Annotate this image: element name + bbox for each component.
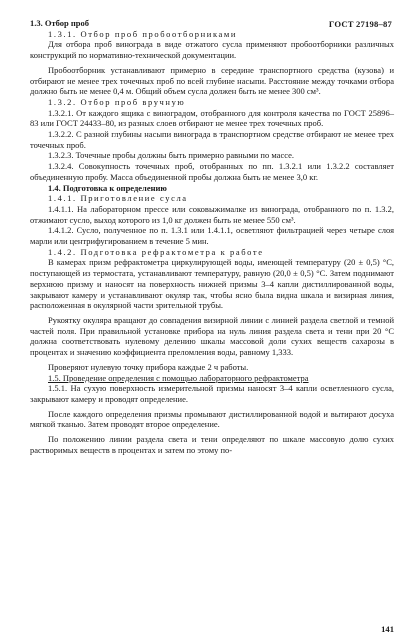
- paragraph: 1.3.2. Отбор проб вручную: [48, 96, 186, 107]
- paragraph: 1.4.1. Приготовление сусла: [48, 193, 188, 204]
- paragraph: 1.3.2.4. Совокупность точечных проб, отобранных по пп. 1.3.2.1 или 1.3.2.2 составляет объединенную пробу. Масса объединенной пробы должна быть не менее 3,0 кг.: [30, 161, 394, 182]
- standard-number: ГОСТ 27198–87: [328, 19, 392, 29]
- paragraph: Рукоятку окуляра вращают до совпадения визирной линии с линией раздела светлой и темной частей поля. При правильной установке прибора на нуль линия раздела света и тени при 20 °C должна соответствовать нулевому делению шкалы массовой доли сухих веществ сахарозы в процентах и значению коэффициента преломления воды, равному 1,333.: [30, 314, 394, 358]
- paragraph: 1.3.1. Отбор проб пробоотборниками: [48, 28, 238, 39]
- paragraph: По положению линии раздела света и тени определяют по шкале массовую долю сухих растворимых веществ в процентах и затем по этому по-: [30, 434, 394, 455]
- paragraph: Для отбора проб винограда в виде отжатого сусла применяют пробоотборники различных конструкций по нормативно-технической документации.: [30, 39, 394, 61]
- paragraph: 1.3.2.3. Точечные пробы должны быть примерно равными по массе.: [48, 150, 294, 161]
- paragraph: 1.4.1.2. Сусло, полученное по п. 1.3.1 или 1.4.1.1, осветляют фильтрацией через четыре слоя марли или центрифугированием в течение 5 мин.: [30, 225, 394, 247]
- paragraph: Проверяют нулевую точку прибора каждые 2 ч работы.: [48, 361, 249, 372]
- paragraph: После каждого определения призмы промывают дистиллированной водой и вытирают досуха мягкой тканью. Затем проводят второе определение.: [30, 408, 394, 430]
- paragraph: В камерах призм рефрактометра циркулирующей воды, имеющей температуру (20 ± 0,5) °C, поступающей из термостата, устанавливают температуру, равную (20,0 ± 0,5) °C. Затем поднимают верхнюю призму и наносят на поверхность нижней призмы 3–4 капли дистиллированной воды, закрывают камеру и устанавливают окуляр так, чтобы ясно была видна шкала и визирная линия, расположенная в окулярной части зрительной трубы.: [30, 257, 394, 311]
- paragraph: 1.4.2. Подготовка рефрактометра к работе: [48, 246, 264, 257]
- paragraph: 1.5. Проведение определения с помощью лабораторного рефрактометра: [48, 372, 309, 383]
- paragraph: 1.5.1. На сухую поверхность измерительной призмы наносят 3–4 капли осветленного сусла, закрывают камеру и проводят определение.: [30, 383, 394, 404]
- document-body: [30, 18, 394, 455]
- paragraph: 1.4.1.1. На лабораторном прессе или соковыжималке из винограда, отобранного по п. 1.3.2, отжимают сусло, выход которого из 1,0 кг должен быть не менее 550 см³.: [30, 203, 394, 225]
- paragraph: 1.3.2.2. С разной глубины насыпи винограда в транспортном средстве отбирают не менее трех точечных проб.: [30, 129, 394, 150]
- section-heading: 1.3. Отбор проб: [30, 18, 90, 28]
- paragraph: Пробоотборник устанавливают примерно в середине транспортного средства (кузова) и отбирают не менее трех точечных проб по всей глубине насыпи. Расстояние между точками отбора должно быть не менее 0,4 м. Общий объем сусла должен быть не менее 300 см³.: [30, 64, 394, 97]
- paragraph: 1.3.2.1. От каждого ящика с виноградом, отобранного для контроля качества по ГОСТ 25896–83 или ГОСТ 24433–80, из разных слоев отбирают не менее трех точечных проб.: [30, 107, 394, 129]
- page-number: 141: [381, 624, 394, 634]
- section-heading: 1.4. Подготовка к определению: [48, 182, 167, 193]
